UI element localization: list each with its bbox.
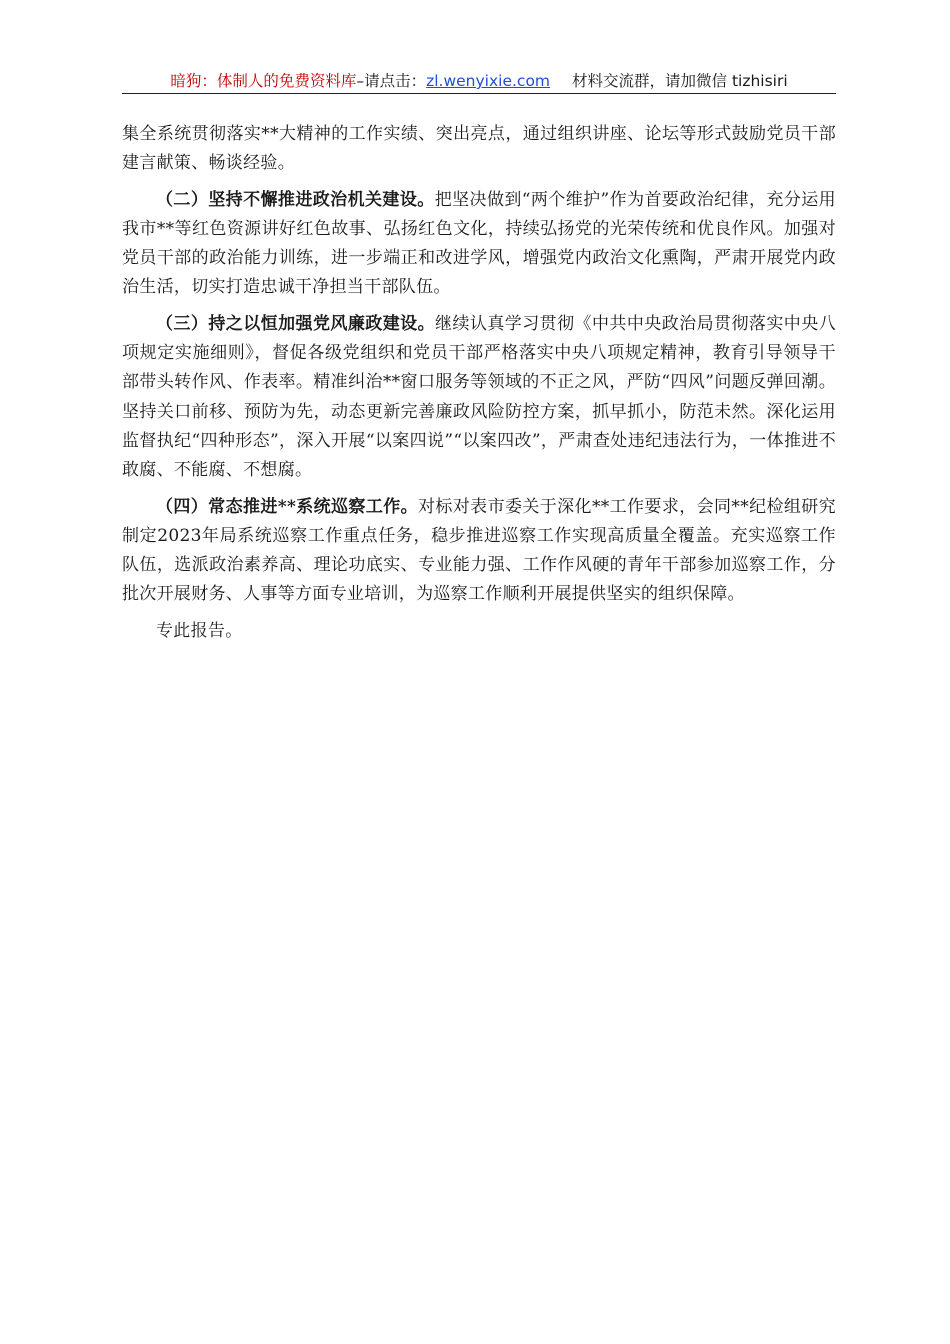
- section-heading: （二）坚持不懈推进政治机关建设。: [156, 189, 435, 210]
- header-prompt: –请点击：: [356, 72, 427, 90]
- document-body: [122, 120, 836, 646]
- paragraph-text: 把坚决做到“两个维护”作为首要政治纪律，充分运用我市**等红色资源讲好红色故事、弘扬红色文化，持续弘扬党的光荣传统和优良作风。加强对党员干部的政治能力训练，进一步端正和改进学风，增强党内政治文化熏陶，严肃开展党内政治生活，切实打造忠诚干净担当干部队伍。: [122, 189, 836, 298]
- closing-line: [122, 617, 836, 646]
- header-contact: 材料交流群，请加微信 tizhisiri: [572, 72, 788, 90]
- paragraph-text: 集全系统贯彻落实**大精神的工作实绩、突出亮点，通过组织讲座、论坛等形式鼓励党员干部建言献策、畅谈经验。: [122, 124, 836, 174]
- paragraph-section-2: [122, 186, 836, 303]
- paragraph-text: 继续认真学习贯彻《中共中央政治局贯彻落实中央八项规定实施细则》，督促各级党组织和党员干部严格落实中央八项规定精神，教育引导领导干部带头转作风、作表率。精准纠治**窗口服务等领域的不正之风，严防“四风”问题反弹回潮。坚持关口前移、预防为先，动态更新完善廉政风险防控方案，抓早抓小，防范未然。深化运用监督执纪“四种形态”，深入开展“以案四说”“以案四改”，严肃查处违纪违法行为，一体推进不敢腐、不能腐、不想腐。: [122, 313, 836, 481]
- paragraph-section-4: [122, 493, 836, 610]
- section-heading: （四）常态推进**系统巡察工作。: [156, 496, 418, 517]
- header-brand: 暗狗：体制人的免费资料库: [170, 72, 357, 90]
- paragraph-section-3: [122, 310, 836, 486]
- closing-text: 专此报告。: [156, 620, 243, 641]
- paragraph-continuation: [122, 120, 836, 179]
- section-heading: （三）持之以恒加强党风廉政建设。: [156, 313, 436, 334]
- header-divider: [122, 93, 836, 94]
- paragraph-text: 对标对表市委关于深化**工作要求，会同**纪检组研究制定2023年局系统巡察工作重点任务，稳步推进巡察工作实现高质量全覆盖。充实巡察工作队伍，选派政治素养高、理论功底实、专业能力强、工作作风硬的青年干部参加巡察工作，分批次开展财务、人事等方面专业培训，为巡察工作顺利开展提供坚实的组织保障。: [122, 496, 836, 605]
- header-link[interactable]: zl.wenyixie.com: [426, 72, 551, 90]
- page-header: [122, 70, 836, 92]
